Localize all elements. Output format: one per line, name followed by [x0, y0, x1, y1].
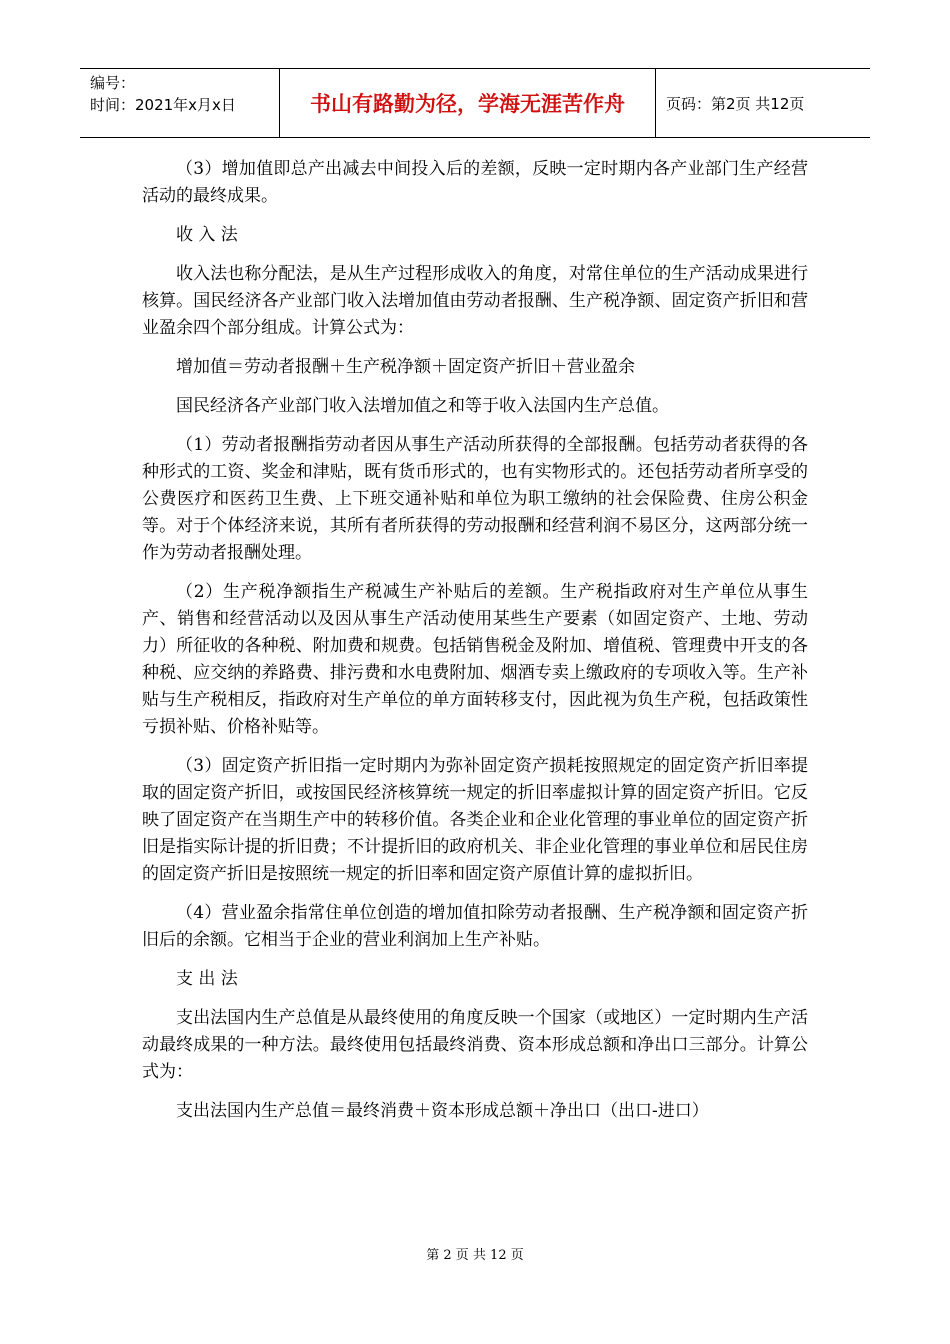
- header-page-info: 页码：第2页 共12页: [666, 94, 805, 113]
- paragraph-operating-surplus: （4）营业盈余指常住单位创造的增加值扣除劳动者报酬、生产税净额和固定资产折旧后的余额。它相当于企业的营业利润加上生产补贴。: [142, 903, 808, 950]
- paragraph-income-approach-intro: 收入法也称分配法，是从生产过程形成收入的角度，对常住单位的生产活动成果进行核算。国民经济各产业部门收入法增加值由劳动者报酬、生产税净额、固定资产折旧和营业盈余四个部分组成。计算公式为：: [142, 264, 808, 338]
- formula-value-added: 增加值＝劳动者报酬＋生产税净额＋固定资产折旧＋营业盈余: [176, 357, 635, 377]
- header-meta: [80, 69, 280, 137]
- document-number-label: 编号：: [90, 74, 136, 92]
- paragraph-expenditure-approach-intro: 支出法国内生产总值是从最终使用的角度反映一个国家（或地区）一定时期内生产活动最终成果的一种方法。最终使用包括最终消费、资本形成总额和净出口三部分。计算公式为：: [142, 1008, 808, 1082]
- header-motto: 书山有路勤为径，学海无涯苦作舟: [280, 69, 656, 137]
- page-footer: 第 2 页 共 12 页: [426, 1248, 524, 1263]
- paragraph-net-production-tax: （2）生产税净额指生产税减生产补贴后的差额。生产税指政府对生产单位从事生产、销售和经营活动以及因从事生产活动使用某些生产要素（如固定资产、土地、劳动力）所征收的各种税、附加费和规费。包括销售税金及附加、增值税、管理费中开支的各种税、应交纳的养路费、排污费和水电费附加、烟酒专卖上缴政府的专项收入等。生产补贴与生产税相反，指政府对生产单位的单方面转移支付，因此视为负生产税，包括政策性亏损补贴、价格补贴等。: [142, 582, 808, 737]
- formula-expenditure-gdp: 支出法国内生产总值＝最终消费＋资本形成总额＋净出口（出口-进口）: [176, 1101, 709, 1121]
- document-body: [142, 156, 808, 1125]
- section-heading-expenditure-approach: 支 出 法: [176, 969, 238, 989]
- document-date-label: 时间：2021年x月x日: [90, 96, 236, 114]
- paragraph-income-gdp-sum: 国民经济各产业部门收入法增加值之和等于收入法国内生产总值。: [176, 396, 669, 416]
- page-header: [80, 68, 870, 138]
- paragraph-labor-compensation: （1）劳动者报酬指劳动者因从事生产活动所获得的全部报酬。包括劳动者获得的各种形式的工资、奖金和津贴，既有货币形式的，也有实物形式的。还包括劳动者所享受的公费医疗和医药卫生费、上下班交通补贴和单位为职工缴纳的社会保险费、住房公积金等。对于个体经济来说，其所有者所获得的劳动报酬和经营利润不易区分，这两部分统一作为劳动者报酬处理。: [142, 435, 808, 563]
- paragraph-fixed-asset-depreciation: （3）固定资产折旧指一定时期内为弥补固定资产损耗按照规定的固定资产折旧率提取的固定资产折旧，或按国民经济核算统一规定的折旧率虚拟计算的固定资产折旧。它反映了固定资产在当期生产中的转移价值。各类企业和企业化管理的事业单位的固定资产折旧是指实际计提的折旧费；不计提折旧的政府机关、非企业化管理的事业单位和居民住房的固定资产折旧是按照统一规定的折旧率和固定资产原值计算的虚拟折旧。: [142, 756, 808, 884]
- paragraph-value-added-definition: （3）增加值即总产出减去中间投入后的差额，反映一定时期内各产业部门生产经营活动的最终成果。: [142, 159, 808, 206]
- section-heading-income-approach: 收 入 法: [176, 225, 238, 245]
